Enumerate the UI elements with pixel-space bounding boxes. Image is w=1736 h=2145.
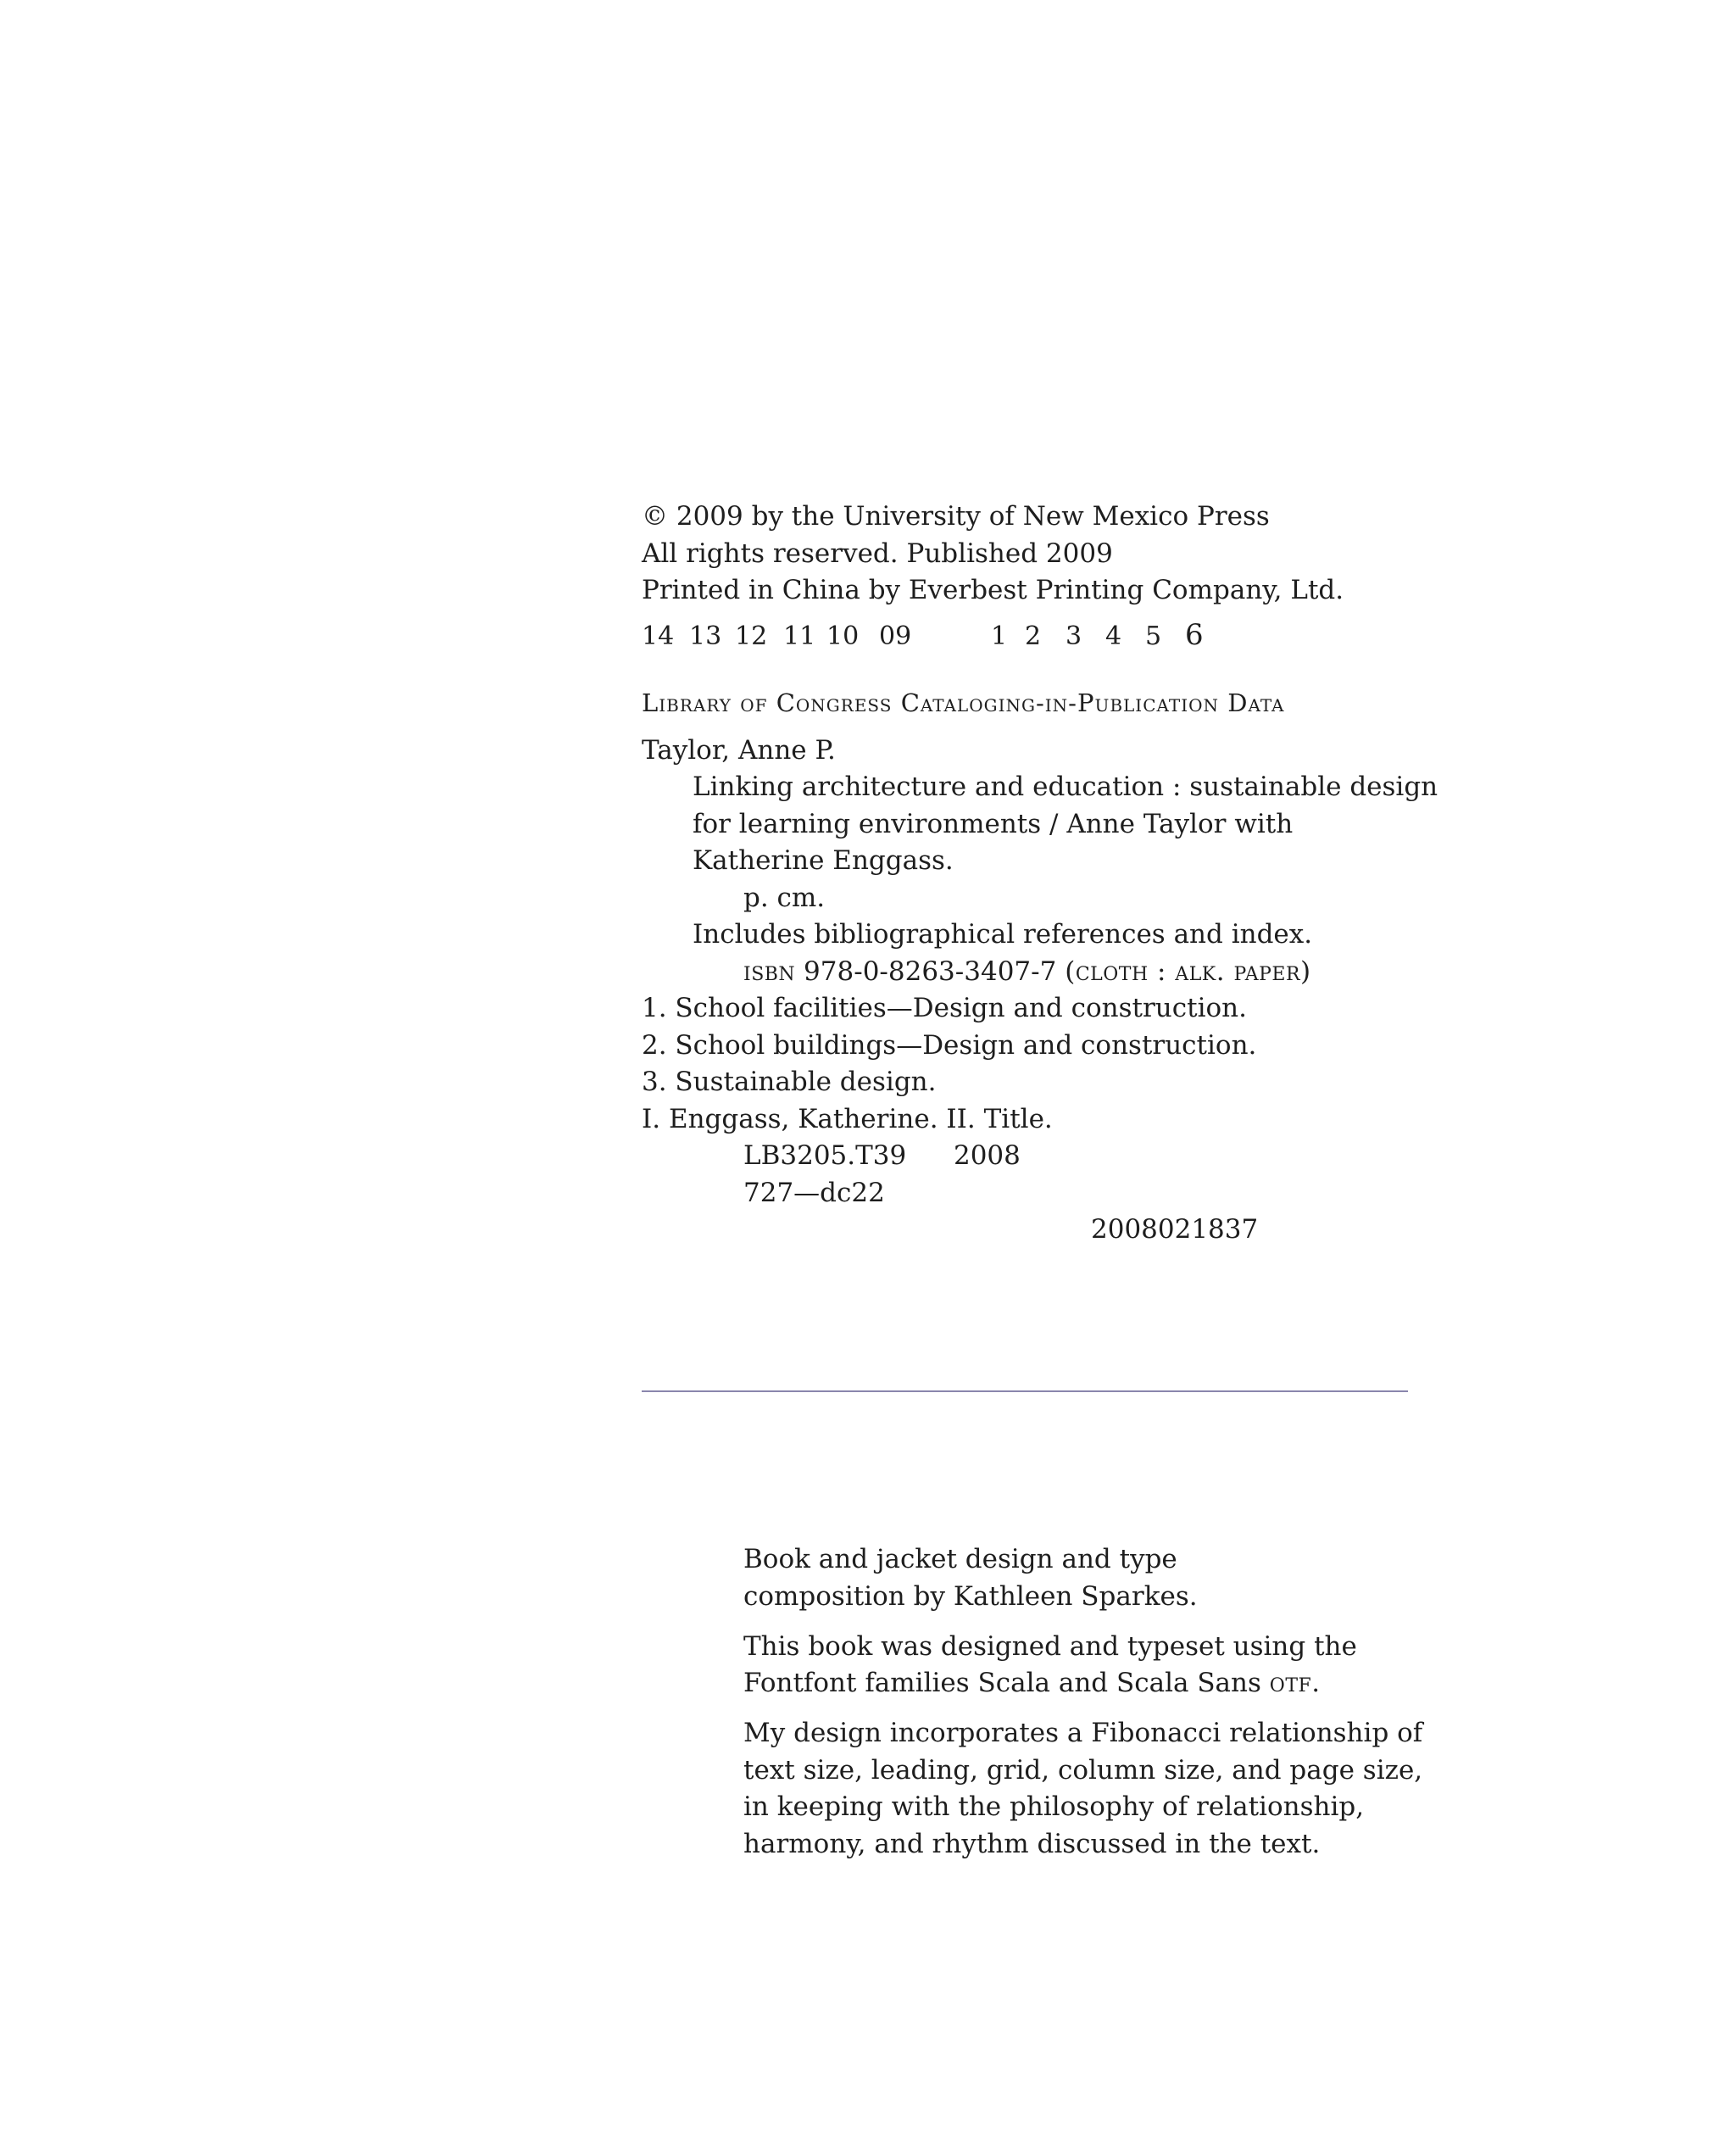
- divider-rule: [642, 1390, 1408, 1392]
- colophon-fibonacci-line: My design incorporates a Fibonacci relationship of: [743, 1718, 1423, 1748]
- colophon-typeset-line: [743, 1670, 1320, 1696]
- printing-year: 13: [689, 621, 722, 651]
- printing-year: 10: [826, 621, 860, 651]
- otf-abbrev: otf: [1269, 1668, 1312, 1698]
- lc-call-number: LB3205.T39: [743, 1140, 907, 1171]
- cip-subject: 1. School facilities—Design and construction.: [642, 993, 1247, 1023]
- impression-number: 3: [1066, 621, 1082, 651]
- copyright-line: © 2009 by the University of New Mexico Press: [642, 501, 1270, 532]
- cip-title-line: Linking architecture and education : sustainable design: [693, 772, 1438, 802]
- colophon-fibonacci-line: harmony, and rhythm discussed in the text.: [743, 1829, 1321, 1859]
- isbn-binding-note: (cloth : alk. paper): [1065, 956, 1311, 987]
- colophon-design-line: composition by Kathleen Sparkes.: [743, 1581, 1198, 1612]
- cip-isbn: [743, 956, 1311, 987]
- sentence-end: .: [1311, 1668, 1321, 1698]
- colophon-fibonacci-line: text size, leading, grid, column size, and page size,: [743, 1755, 1423, 1786]
- printing-year: 14: [642, 621, 675, 651]
- cip-pcm: p. cm.: [743, 883, 826, 913]
- colophon-typeset-line: This book was designed and typeset using the: [743, 1631, 1357, 1662]
- cip-title-line: for learning environments / Anne Taylor with: [693, 809, 1294, 839]
- printing-year: 12: [735, 621, 768, 651]
- cip-subject: 3. Sustainable design.: [642, 1067, 937, 1097]
- colophon-design-line: Book and jacket design and type: [743, 1544, 1177, 1574]
- impression-number: 2: [1025, 621, 1042, 651]
- printing-year: 09: [879, 621, 912, 651]
- rights-line: All rights reserved. Published 2009: [642, 538, 1113, 569]
- isbn-number: 978-0-8263-3407-7: [804, 956, 1057, 987]
- impression-number: 4: [1105, 621, 1122, 651]
- cip-heading: Library of Congress Cataloging-in-Publication Data: [642, 688, 1285, 717]
- impression-number: 5: [1145, 621, 1162, 651]
- lc-year: 2008: [953, 1140, 1021, 1171]
- cip-lccn: 2008021837: [1091, 1214, 1259, 1245]
- cip-author: Taylor, Anne P.: [642, 735, 836, 766]
- cip-dewey: 727—dc22: [743, 1178, 885, 1208]
- cip-includes: Includes bibliographical references and index.: [693, 919, 1313, 950]
- typeface-text: Fontfont families Scala and Scala Sans: [743, 1668, 1270, 1698]
- impression-number: 1: [991, 621, 1008, 651]
- printer-line: Printed in China by Everbest Printing Company, Ltd.: [642, 575, 1344, 605]
- colophon-fibonacci-line: in keeping with the philosophy of relationship,: [743, 1791, 1365, 1822]
- cip-added-entries: I. Enggass, Katherine. II. Title.: [642, 1104, 1053, 1134]
- cip-lc-class: [743, 1140, 1021, 1171]
- printing-year: 11: [783, 621, 816, 651]
- cip-subject: 2. School buildings—Design and construction.: [642, 1030, 1257, 1061]
- impression-number: 6: [1185, 618, 1204, 652]
- cip-title-line: Katherine Enggass.: [693, 845, 954, 876]
- isbn-label: isbn: [743, 956, 796, 987]
